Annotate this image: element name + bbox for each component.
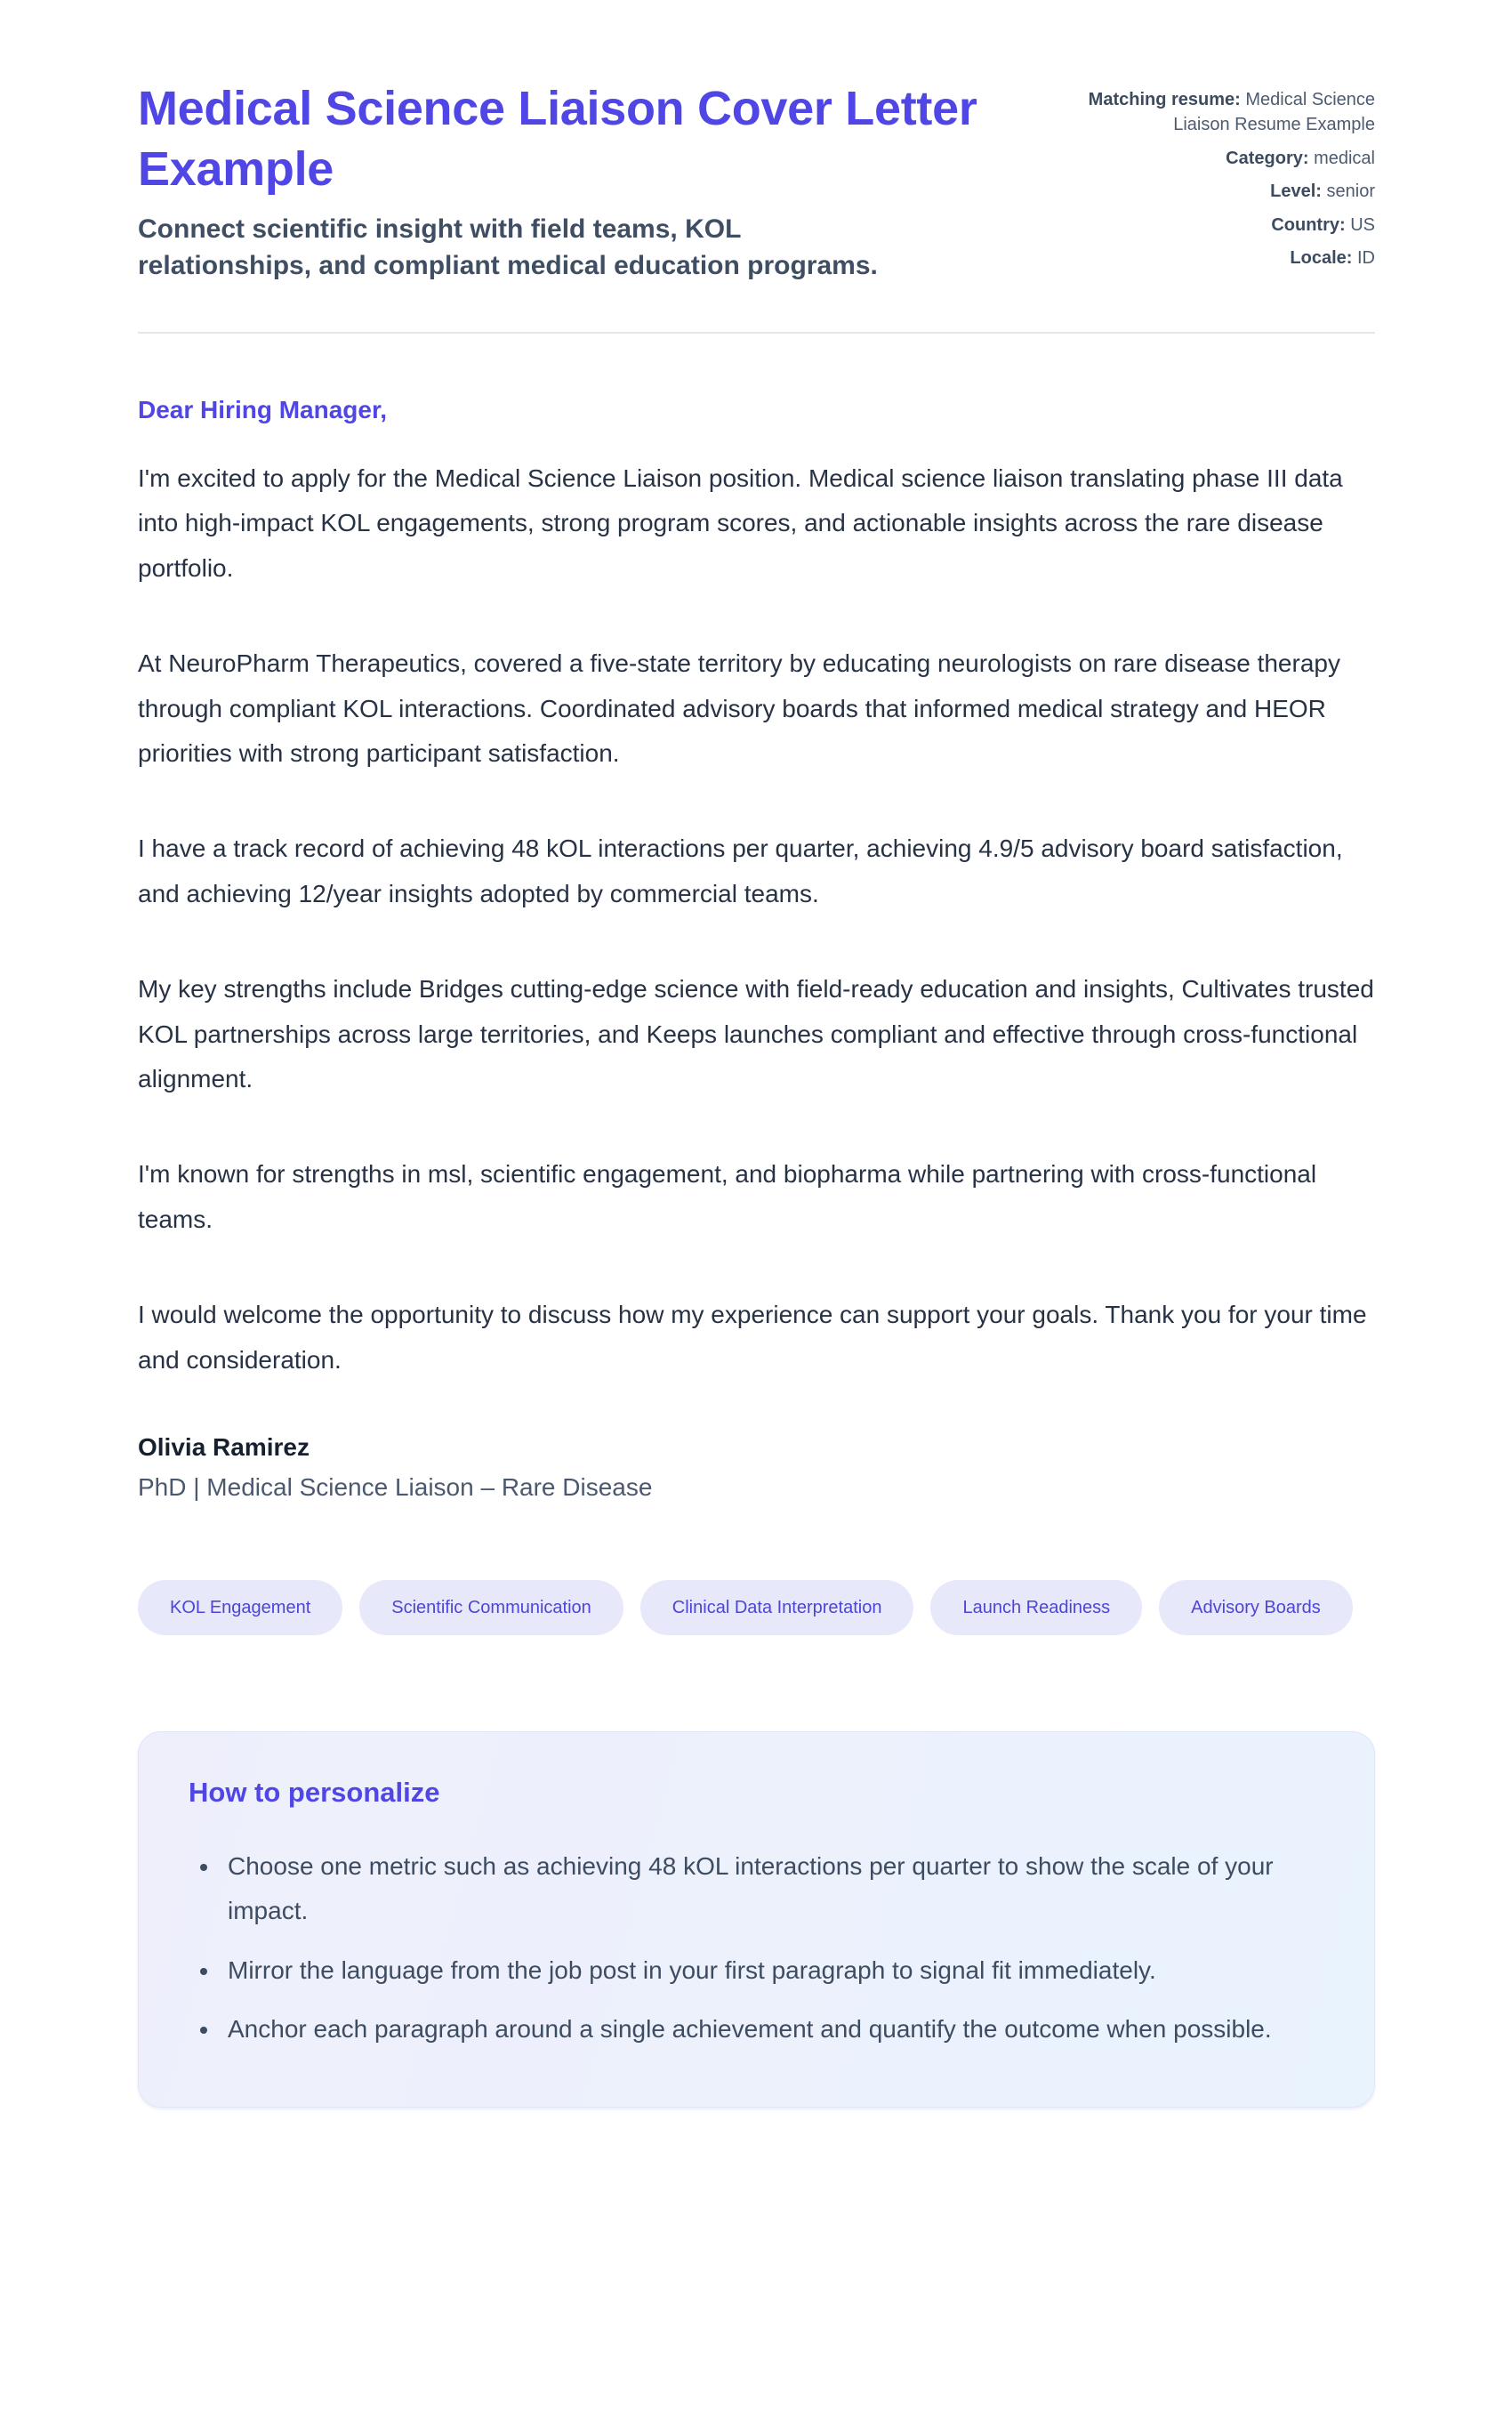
salutation: Dear Hiring Manager, <box>138 396 388 424</box>
meta-value: senior <box>1326 181 1375 202</box>
meta-value: medical <box>1314 148 1375 168</box>
tag-chip: Clinical Data Interpretation <box>640 1580 914 1635</box>
meta-label: Country: <box>1271 214 1346 235</box>
meta-label: Level: <box>1270 181 1322 202</box>
signature-name: Olivia Ramirez <box>138 1432 310 1461</box>
personalize-heading: How to personalize <box>189 1776 440 1808</box>
signature-block <box>138 1433 1375 1502</box>
header-divider <box>138 332 1375 334</box>
meta-block <box>1044 78 1375 284</box>
meta-item <box>1044 87 1375 138</box>
meta-value: ID <box>1357 247 1375 268</box>
tip-item: • Anchor each paragraph around a single achievement and quantify the outcome when possible. <box>221 2007 1324 2052</box>
meta-label: Matching resume: <box>1088 90 1241 109</box>
tip-item: • Choose one metric such as achieving 48 kOL interactions per quarter to show the scale of your impact. <box>221 1844 1324 1934</box>
letter-paragraph: My key strengths include Bridges cutting-edge science with field-ready education and insights, Cultivates trusted KOL partnerships across large territories, and Keeps launches compliant and effective through cross-functional alignment. <box>138 975 1374 1093</box>
letter-paragraph: I'm excited to apply for the Medical Science Liaison position. Medical science liaison translating phase III data into high-impact KOL engagements, strong program scores, and actionable insights across the rare disease portfolio. <box>138 464 1343 582</box>
page-title: Medical Science Liaison Cover Letter Example <box>138 82 977 197</box>
page-header <box>138 78 1375 284</box>
tag-chip: KOL Engagement <box>138 1580 342 1635</box>
meta-value: US <box>1350 214 1375 235</box>
meta-item <box>1044 146 1375 171</box>
meta-item <box>1044 246 1375 270</box>
tip-item: • Mirror the language from the job post in your first paragraph to signal fit immediately. <box>221 1948 1324 1993</box>
header-title-block <box>138 78 1017 284</box>
letter-paragraph: I'm known for strengths in msl, scientific engagement, and biopharma while partnering with cross-functional teams. <box>138 1160 1317 1233</box>
meta-item <box>1044 179 1375 204</box>
page-subtitle: Connect scientific insight with field teams, KOL relationships, and compliant medical education programs. <box>138 214 878 280</box>
meta-label: Category: <box>1226 148 1309 168</box>
personalize-tip-list <box>189 1844 1324 2052</box>
tag-chip: Launch Readiness <box>930 1580 1142 1635</box>
personalize-box <box>138 1731 1375 2109</box>
meta-item <box>1044 213 1375 238</box>
tag-chip: Advisory Boards <box>1159 1580 1353 1635</box>
letter-paragraph: I have a track record of achieving 48 kOL interactions per quarter, achieving 4.9/5 advisory board satisfaction, and achieving 12/year insights adopted by commercial teams. <box>138 835 1343 907</box>
signature-title: PhD | Medical Science Liaison – Rare Disease <box>138 1472 653 1501</box>
tag-chip: Scientific Communication <box>359 1580 623 1635</box>
letter-paragraphs <box>138 456 1375 1383</box>
tags-list <box>138 1580 1375 1635</box>
meta-label: Locale: <box>1290 247 1353 268</box>
letter-paragraph: I would welcome the opportunity to discuss how my experience can support your goals. Thank you for your time and consideration. <box>138 1301 1367 1374</box>
meta-value: Medical Science Liaison Resume Example <box>1173 90 1375 135</box>
letter-body <box>138 396 1375 2108</box>
letter-paragraph: At NeuroPharm Therapeutics, covered a five-state territory by educating neurologists on rare disease therapy through compliant KOL interactions. Coordinated advisory boards that informed medical strategy and HEOR priorities with strong participant satisfaction. <box>138 649 1340 768</box>
